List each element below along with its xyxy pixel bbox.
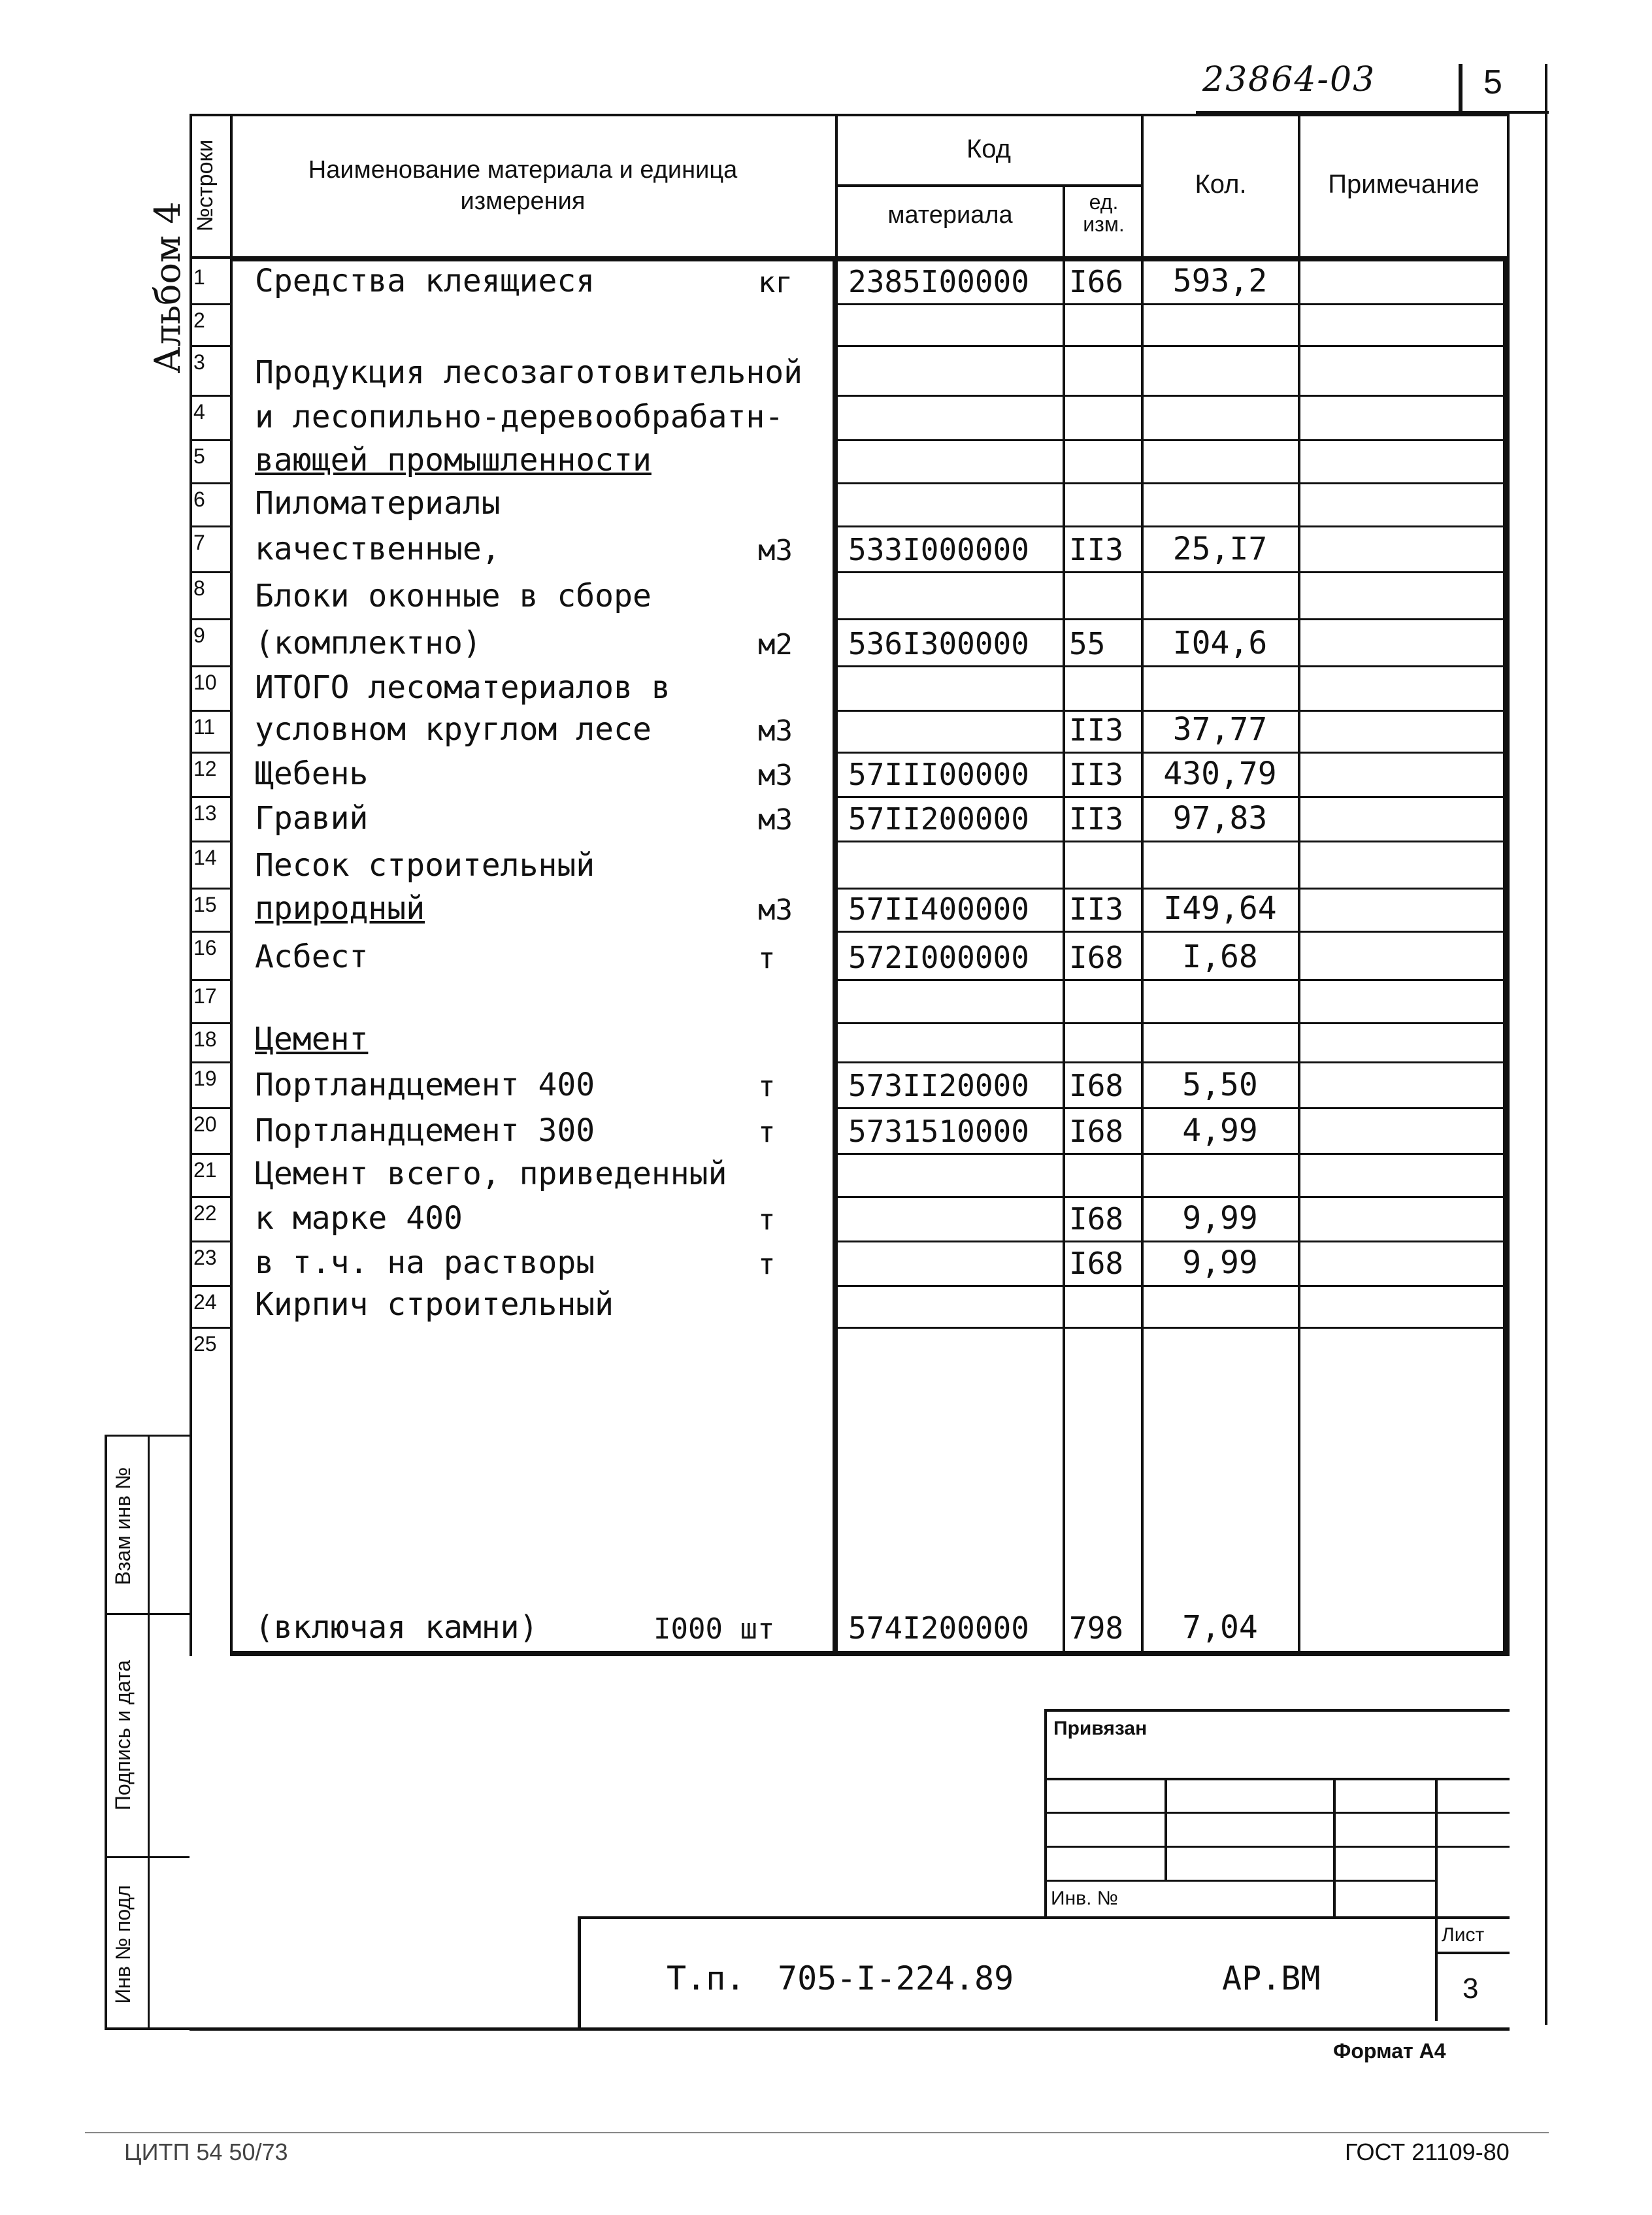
doc-number: 23864-03 <box>1202 60 1376 99</box>
column-separator <box>1063 667 1065 711</box>
column-separator <box>1298 396 1300 441</box>
table-row <box>190 346 1510 396</box>
unit-code: I68 <box>1069 1201 1124 1237</box>
tb-rule-b <box>1044 1812 1510 1814</box>
column-separator <box>1063 1286 1065 1328</box>
footer-left: ЦИТП 54 50/73 <box>124 2139 288 2165</box>
format-label: Формат А4 <box>1333 2039 1446 2063</box>
row-number: 21 <box>193 1158 217 1182</box>
row-number: 5 <box>193 444 205 468</box>
header-row-no: №строки <box>193 139 218 232</box>
doc-code: Т.п. <box>667 1959 746 1997</box>
column-separator <box>1298 1024 1300 1063</box>
material-name: условном круглом лесе <box>255 711 652 748</box>
inv-no-label: Инв. № <box>1051 1888 1118 1909</box>
unit-of-measure: м3 <box>758 714 793 748</box>
unit-of-measure: I000 шт <box>653 1612 775 1646</box>
row-number: 11 <box>193 715 216 739</box>
table-row <box>190 484 1510 527</box>
column-separator <box>1141 1286 1144 1328</box>
material-name: вающей промышленности <box>255 442 652 478</box>
table-row <box>190 441 1510 484</box>
column-separator <box>1298 1063 1300 1108</box>
material-name: Продукция лесозаготовительной <box>255 354 803 391</box>
unit-of-measure: м3 <box>758 803 793 837</box>
column-separator <box>1141 980 1144 1024</box>
tb-top-rule <box>1044 1709 1510 1712</box>
stamp-bottom-rule <box>105 2027 190 2030</box>
quantity: 25,I7 <box>1172 531 1268 567</box>
unit-of-measure: т <box>758 1248 776 1281</box>
material-name: Кирпич строительный <box>255 1286 614 1323</box>
body-frame-bottom <box>230 1651 1510 1656</box>
material-name: Цемент всего, приведенный <box>255 1156 727 1192</box>
column-separator <box>1141 1197 1144 1242</box>
unit-of-measure: т <box>758 1116 776 1149</box>
material-name: к марке 400 <box>255 1200 463 1237</box>
column-separator <box>1298 1108 1300 1154</box>
column-separator <box>1298 527 1300 573</box>
quantity: 9,99 <box>1182 1244 1258 1281</box>
column-separator <box>1063 842 1065 889</box>
column-separator <box>1298 1328 1300 1651</box>
column-separator <box>1063 441 1065 484</box>
row-number: 15 <box>193 893 217 916</box>
list-value: 3 <box>1462 1973 1479 2005</box>
column-separator <box>1063 980 1065 1024</box>
row-number: 12 <box>193 757 217 780</box>
footer-right: ГОСТ 21109-80 <box>1345 2139 1510 2165</box>
material-name: Портландцемент 400 <box>255 1067 595 1103</box>
quantity: 37,77 <box>1172 711 1268 748</box>
tb-rule-e <box>580 1916 1510 1919</box>
material-code: 2385I00000 <box>848 264 1029 299</box>
unit-code: I68 <box>1069 1246 1124 1281</box>
table-row <box>190 261 1510 305</box>
column-separator <box>1141 1328 1144 1651</box>
column-separator <box>1141 842 1144 889</box>
column-separator <box>1063 797 1065 842</box>
unit-code: I66 <box>1069 264 1124 299</box>
column-separator <box>1063 753 1065 797</box>
row-number: 6 <box>193 488 205 511</box>
table-row <box>190 1108 1510 1154</box>
material-code: 536I300000 <box>848 626 1029 661</box>
column-separator <box>1141 1154 1144 1197</box>
row-number: 23 <box>193 1246 217 1269</box>
column-separator <box>1063 1197 1065 1242</box>
unit-code: I68 <box>1069 940 1124 975</box>
column-separator <box>1141 441 1144 484</box>
material-name: и лесопильно-деревообрабатн- <box>255 399 784 435</box>
stamp-inner-col <box>148 1435 150 2029</box>
column-separator <box>1063 1328 1065 1651</box>
row-number: 1 <box>193 265 205 289</box>
quantity: I,68 <box>1182 939 1258 975</box>
column-separator <box>1298 842 1300 889</box>
tb-col-2 <box>1333 1779 1336 1916</box>
quantity: I49,64 <box>1163 890 1277 927</box>
tb-bottom-rule <box>190 2027 1510 2031</box>
doc-mark: АР.ВМ <box>1222 1959 1321 1997</box>
stamp-podpis-data: Подпись и дата <box>111 1659 135 1811</box>
quantity: 430,79 <box>1163 756 1277 792</box>
unit-code: 55 <box>1069 626 1106 661</box>
unit-of-measure: т <box>758 1070 776 1103</box>
column-separator <box>1063 1024 1065 1063</box>
table-row <box>190 667 1510 711</box>
album-label: Альбом 4 <box>147 201 188 374</box>
column-separator <box>1141 711 1144 753</box>
row-number: 3 <box>193 350 205 374</box>
table-row <box>190 396 1510 441</box>
row-number: 7 <box>193 531 205 554</box>
table-row <box>190 1242 1510 1286</box>
row-number: 10 <box>193 671 217 694</box>
quantity: 5,50 <box>1182 1067 1258 1103</box>
quantity: I04,6 <box>1172 625 1268 661</box>
unit-code: II3 <box>1069 801 1124 837</box>
column-separator <box>1063 1063 1065 1108</box>
tb-rule-c <box>1044 1846 1510 1848</box>
material-code: 5731510000 <box>848 1114 1029 1149</box>
unit-code: 798 <box>1069 1610 1124 1646</box>
column-separator <box>1298 573 1300 620</box>
column-separator <box>1298 305 1300 346</box>
material-code: 533I000000 <box>848 532 1029 567</box>
table-border-top <box>190 114 1510 116</box>
unit-of-measure: м3 <box>758 759 793 792</box>
column-separator <box>1063 889 1065 932</box>
table-row <box>190 797 1510 842</box>
material-code: 572I000000 <box>848 940 1029 975</box>
material-code: 574I200000 <box>848 1610 1029 1646</box>
table-row <box>190 1021 1510 1063</box>
privyazan-label: Привязан <box>1053 1718 1148 1739</box>
header-note: Примечание <box>1328 170 1479 199</box>
quantity: 4,99 <box>1182 1112 1258 1149</box>
column-separator <box>1298 797 1300 842</box>
column-separator <box>1298 441 1300 484</box>
row-number: 19 <box>193 1067 217 1090</box>
unit-code: I68 <box>1069 1114 1124 1149</box>
column-separator <box>1298 1154 1300 1197</box>
row-number: 24 <box>193 1290 217 1314</box>
stamp-rule-2 <box>105 1856 190 1858</box>
column-separator <box>1298 1242 1300 1286</box>
column-separator <box>1298 620 1300 667</box>
column-separator <box>1141 889 1144 932</box>
header-code: Код <box>966 135 1011 163</box>
unit-code: II3 <box>1069 712 1124 748</box>
quantity: 97,83 <box>1172 800 1268 837</box>
column-separator <box>1063 1108 1065 1154</box>
column-separator <box>1298 1286 1300 1328</box>
column-separator <box>1141 797 1144 842</box>
column-separator <box>1141 1242 1144 1286</box>
table-row <box>190 305 1510 346</box>
row-number: 22 <box>193 1201 217 1225</box>
column-separator <box>1063 484 1065 527</box>
table-row <box>190 980 1510 1024</box>
row-number: 8 <box>193 576 205 600</box>
column-separator <box>1141 527 1144 573</box>
quantity: 7,04 <box>1182 1609 1258 1646</box>
table-row <box>190 842 1510 889</box>
unit-code: II3 <box>1069 891 1124 927</box>
material-code: 573II20000 <box>848 1068 1029 1103</box>
material-name: Щебень <box>255 756 369 792</box>
unit-of-measure: т <box>758 942 776 975</box>
material-name: Средства клеящиеся <box>255 263 595 299</box>
stamp-rule-1 <box>105 1613 190 1615</box>
column-separator <box>1141 573 1144 620</box>
right-edge-rule <box>1545 64 1547 2025</box>
divider-code-horizontal <box>835 184 1142 187</box>
unit-of-measure: м3 <box>758 893 793 927</box>
column-separator <box>1141 1108 1144 1154</box>
divider-codeunit <box>1063 184 1065 258</box>
material-name: Асбест <box>255 939 369 975</box>
table-row <box>190 527 1510 573</box>
row-number: 14 <box>193 846 217 869</box>
column-separator <box>1063 305 1065 346</box>
column-separator <box>1141 261 1144 305</box>
tb-col-1 <box>1165 1779 1167 1881</box>
table-row <box>190 1328 1510 1651</box>
table-row <box>190 620 1510 667</box>
material-name: в т.ч. на растворы <box>255 1244 595 1281</box>
column-separator <box>1063 346 1065 396</box>
row-number: 17 <box>193 984 217 1008</box>
material-name: (включая камни) <box>255 1609 538 1646</box>
row-number: 16 <box>193 936 217 959</box>
page-number: 5 <box>1483 63 1502 101</box>
header-name: Наименование материала и единица измерения <box>308 156 738 215</box>
column-separator <box>1141 346 1144 396</box>
tb-rule-a <box>1044 1778 1510 1780</box>
column-separator <box>1063 1242 1065 1286</box>
stamp-inv-podl: Инв № подл <box>111 1885 135 2004</box>
table-row <box>190 573 1510 620</box>
material-name: Цемент <box>255 1021 369 1058</box>
material-name: Портландцемент 300 <box>255 1112 595 1149</box>
row-number: 4 <box>193 400 205 424</box>
tb-rule-d <box>1044 1880 1436 1882</box>
column-separator <box>1063 261 1065 305</box>
unit-code: I68 <box>1069 1068 1124 1103</box>
header-code-unit: ед. изм. <box>1083 190 1125 236</box>
material-name: Гравий <box>255 800 369 837</box>
table-row <box>190 711 1510 753</box>
column-separator <box>1063 396 1065 441</box>
material-code: 57III00000 <box>848 757 1029 792</box>
material-name: ИТОГО лесоматериалов в <box>255 669 670 706</box>
unit-of-measure: м3 <box>758 534 793 567</box>
row-number: 18 <box>193 1027 217 1051</box>
material-name: качественные, <box>255 531 501 567</box>
column-separator <box>1141 620 1144 667</box>
table-row <box>190 1154 1510 1197</box>
footer-rule <box>85 2132 1549 2133</box>
table-row <box>190 889 1510 932</box>
column-separator <box>1141 667 1144 711</box>
tb-col-3 <box>1435 1779 1438 2021</box>
quantity: 593,2 <box>1172 263 1268 299</box>
row-number: 25 <box>193 1332 217 1356</box>
header-qty: Кол. <box>1195 170 1247 199</box>
material-name: Песок строительный <box>255 847 595 884</box>
table-row <box>190 1286 1510 1328</box>
table-row <box>190 932 1510 980</box>
column-separator <box>1298 346 1300 396</box>
unit-of-measure: кг <box>758 266 793 299</box>
list-label: Лист <box>1442 1924 1485 1946</box>
unit-code: II3 <box>1069 532 1124 567</box>
tb-main-left <box>578 1916 581 2030</box>
doc-num: 705-I-224.89 <box>778 1959 1014 1997</box>
column-separator <box>1298 1197 1300 1242</box>
unit-code: II3 <box>1069 757 1124 792</box>
stamp-left-border <box>105 1435 107 2029</box>
column-separator <box>1063 573 1065 620</box>
material-name: Блоки оконные в сборе <box>255 578 652 614</box>
column-separator <box>1298 261 1300 305</box>
column-separator <box>1141 484 1144 527</box>
column-separator <box>1063 527 1065 573</box>
quantity: 9,99 <box>1182 1200 1258 1237</box>
table-row <box>190 1197 1510 1242</box>
material-name: природный <box>255 890 425 927</box>
row-number: 2 <box>193 308 205 332</box>
unit-of-measure: м2 <box>758 628 793 661</box>
column-separator <box>1298 753 1300 797</box>
column-separator <box>1298 980 1300 1024</box>
material-name: (комплектно) <box>255 625 482 661</box>
column-separator <box>1298 484 1300 527</box>
material-name: Пиломатериалы <box>255 485 501 522</box>
row-number: 13 <box>193 801 217 825</box>
column-separator <box>1141 396 1144 441</box>
tb-left-rule <box>1044 1709 1047 1918</box>
stamp-vzam-inv: Взам инв № <box>111 1467 135 1586</box>
column-separator <box>1063 620 1065 667</box>
column-separator <box>1141 1063 1144 1108</box>
header-code-material: материала <box>887 201 1013 229</box>
material-code: 57II200000 <box>848 801 1029 837</box>
column-separator <box>1298 711 1300 753</box>
column-separator <box>1141 753 1144 797</box>
body-frame-top <box>230 256 1510 261</box>
row-number: 9 <box>193 624 205 647</box>
column-separator <box>1141 1024 1144 1063</box>
page-number-divider <box>1459 64 1462 114</box>
stamp-top-rule <box>105 1435 190 1437</box>
unit-of-measure: т <box>758 1203 776 1237</box>
column-separator <box>1141 932 1144 980</box>
column-separator <box>1141 305 1144 346</box>
column-separator <box>1298 667 1300 711</box>
materials-table <box>190 114 1510 1656</box>
table-row <box>190 1063 1510 1108</box>
column-separator <box>1298 932 1300 980</box>
column-separator <box>1063 1154 1065 1197</box>
material-code: 57II400000 <box>848 891 1029 927</box>
table-row <box>190 753 1510 797</box>
column-separator <box>1063 711 1065 753</box>
column-separator <box>1063 932 1065 980</box>
row-number: 20 <box>193 1112 217 1136</box>
tb-list-rule <box>1435 1952 1510 1954</box>
column-separator <box>1298 889 1300 932</box>
